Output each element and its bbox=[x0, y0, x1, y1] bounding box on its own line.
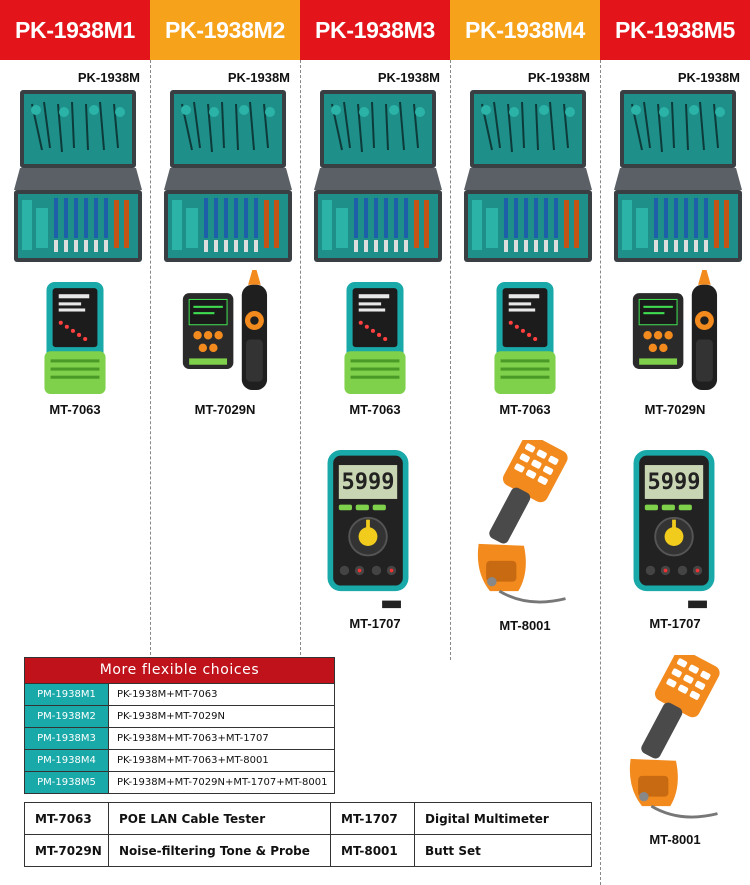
lan-cable-tester-image bbox=[44, 282, 106, 394]
product-label: MT-1707 bbox=[349, 616, 401, 631]
column-header-m2: PK-1938M2 bbox=[150, 0, 300, 60]
choice-code: PM-1938M5 bbox=[25, 772, 109, 793]
product-label: MT-7063 bbox=[349, 402, 401, 417]
table-row bbox=[25, 771, 334, 793]
butt-set-image bbox=[610, 655, 740, 825]
multimeter-display: 5999 bbox=[647, 470, 701, 495]
butt-set-image bbox=[458, 440, 588, 610]
tool-kit-case-image bbox=[164, 90, 292, 262]
table-row bbox=[25, 683, 334, 705]
legend-description: Butt Set bbox=[415, 835, 592, 867]
choice-code: PM-1938M3 bbox=[25, 728, 109, 749]
kit-label: PK-1938M bbox=[527, 70, 590, 85]
product-label: MT-1707 bbox=[649, 616, 701, 631]
column-header-m1: PK-1938M1 bbox=[0, 0, 150, 60]
tone-probe-image bbox=[632, 270, 720, 390]
product-label: MT-7063 bbox=[49, 402, 101, 417]
table-row bbox=[25, 835, 592, 867]
column-header-m5: PK-1938M5 bbox=[600, 0, 750, 60]
choice-value: PK-1938M+MT-7063+MT-1707 bbox=[117, 733, 269, 744]
multimeter-display: 5999 bbox=[341, 470, 395, 495]
legend-description: Noise-filtering Tone & Probe bbox=[109, 835, 331, 867]
product-label: MT-8001 bbox=[499, 618, 551, 633]
column-header-m4: PK-1938M4 bbox=[450, 0, 600, 60]
choice-code: PM-1938M1 bbox=[25, 684, 109, 705]
column-divider bbox=[300, 60, 301, 660]
column-divider bbox=[600, 60, 601, 885]
product-label: MT-8001 bbox=[649, 832, 701, 847]
choice-value: PK-1938M+MT-7063 bbox=[117, 689, 218, 700]
lan-cable-tester-image bbox=[494, 282, 556, 394]
choice-value: PK-1938M+MT-7063+MT-8001 bbox=[117, 755, 269, 766]
product-label: MT-7029N bbox=[194, 402, 256, 417]
table-row bbox=[25, 705, 334, 727]
table-row bbox=[25, 749, 334, 771]
table-row bbox=[25, 803, 592, 835]
table-row bbox=[25, 727, 334, 749]
legend-code: MT-7063 bbox=[25, 803, 109, 835]
choice-code: PM-1938M2 bbox=[25, 706, 109, 727]
column-divider bbox=[150, 60, 151, 660]
legend-code: MT-7029N bbox=[25, 835, 109, 867]
product-legend-table bbox=[24, 802, 592, 867]
lan-cable-tester-image bbox=[344, 282, 406, 394]
flexible-choices-table bbox=[24, 657, 335, 794]
kit-label: PK-1938M bbox=[677, 70, 740, 85]
legend-description: Digital Multimeter bbox=[415, 803, 592, 835]
kit-label: PK-1938M bbox=[77, 70, 140, 85]
legend-description: POE LAN Cable Tester bbox=[109, 803, 331, 835]
kit-label: PK-1938M bbox=[227, 70, 290, 85]
tool-kit-case-image bbox=[14, 90, 142, 262]
flexible-choices-title: More flexible choices bbox=[25, 658, 334, 683]
kit-label: PK-1938M bbox=[377, 70, 440, 85]
choice-value: PK-1938M+MT-7029N bbox=[117, 711, 225, 722]
tool-kit-case-image bbox=[614, 90, 742, 262]
tool-kit-case-image bbox=[314, 90, 442, 262]
legend-code: MT-8001 bbox=[331, 835, 415, 867]
choice-code: PM-1938M4 bbox=[25, 750, 109, 771]
column-divider bbox=[450, 60, 451, 660]
product-label: MT-7029N bbox=[644, 402, 706, 417]
choice-value: PK-1938M+MT-7029N+MT-1707+MT-8001 bbox=[117, 777, 328, 788]
column-header-m3: PK-1938M3 bbox=[300, 0, 450, 60]
legend-code: MT-1707 bbox=[331, 803, 415, 835]
tone-probe-image bbox=[182, 270, 270, 390]
tool-kit-case-image bbox=[464, 90, 592, 262]
product-label: MT-7063 bbox=[499, 402, 551, 417]
